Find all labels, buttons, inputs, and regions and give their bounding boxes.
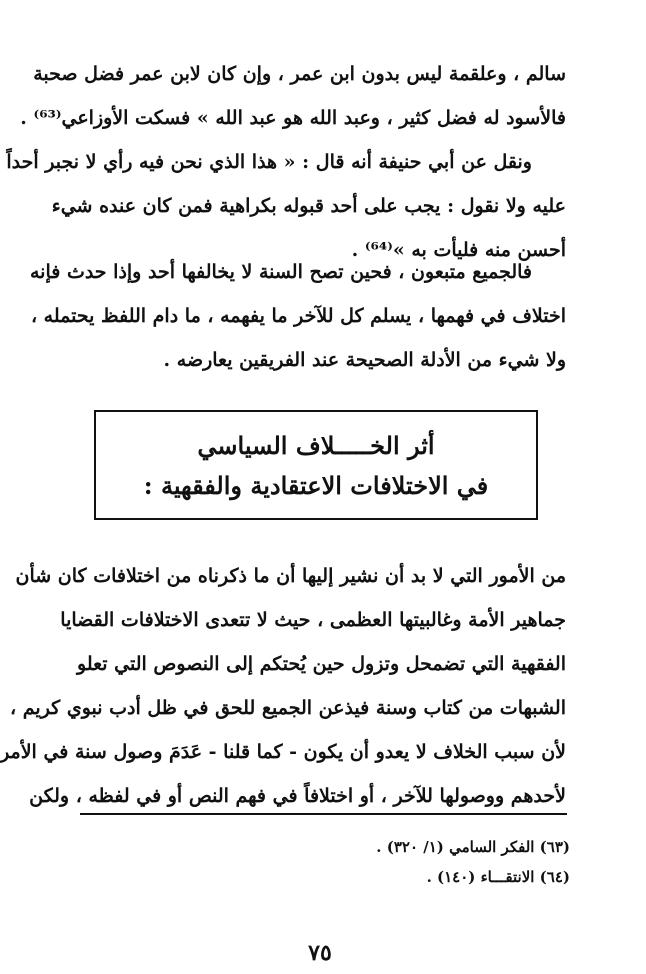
paragraph-4 bbox=[0, 554, 566, 818]
text-line: من الأمور التي لا بد أن نشير إليها أن ما ذكرناه من اختلافات كان شأن bbox=[15, 565, 566, 587]
text-line: ولا شيء من الأدلة الصحيحة عند الفريقين يعارضه . bbox=[163, 349, 566, 371]
text-line: سالم ، وعلقمة ليس بدون ابن عمر ، وإن كان لابن عمر فضل صحبة bbox=[33, 63, 566, 85]
text-line: جماهير الأمة وغالبيتها العظمى ، حيث لا تتعدى الاختلافات القضايا bbox=[60, 609, 566, 631]
section-heading-line-1: أثر الخـــــلاف السياسي bbox=[197, 431, 435, 460]
footnote-64: (٦٤) الانتقـــاء (١٤٠) . bbox=[426, 868, 570, 886]
text-line: ونقل عن أبي حنيفة أنه قال : « هذا الذي نحن فيه رأي لا نجبر أحداً bbox=[6, 151, 532, 173]
text-line: فالأسود له فضل كثير ، وعبد الله هو عبد الله » فسكت الأوزاعي⁽⁶³⁾ . bbox=[20, 107, 566, 129]
text-line: اختلاف في فهمها ، يسلم كل للآخر ما يفهمه ، ما دام اللفظ يحتمله ، bbox=[30, 305, 566, 327]
text-line: الشبهات من كتاب وسنة فيذعن الجميع للحق في ظل أدب نبوي كريم ، bbox=[10, 697, 566, 719]
section-heading-box bbox=[94, 410, 538, 520]
text-line: فالجميع متبعون ، فحين تصح السنة لا يخالفها أحد وإذا حدث فإنه bbox=[29, 261, 532, 283]
footnote-divider bbox=[80, 813, 567, 815]
section-heading-line-2: في الاختلافات الاعتقادية والفقهية : bbox=[143, 471, 489, 500]
text-line: الفقهية التي تضمحل وتزول حين يُحتكم إلى النصوص التي تعلو bbox=[77, 653, 566, 675]
text-line: عليه ولا نقول : يجب على أحد قبوله بكراهية فمن كان عنده شيء bbox=[51, 195, 566, 217]
text-line: أحسن منه فليأت به »⁽⁶⁴⁾ . bbox=[351, 239, 566, 261]
footnote-63: (٦٣) الفكر السامي (١/ ٣٢٠) . bbox=[376, 838, 570, 856]
footnotes bbox=[250, 832, 570, 892]
paragraph-3 bbox=[29, 250, 566, 382]
text-line: لأن سبب الخلاف لا يعدو أن يكون - كما قلنا - عَدَمَ وصول سنة في الأمر bbox=[0, 741, 566, 763]
page-number: ٧٥ bbox=[308, 940, 332, 966]
paragraph-1 bbox=[20, 52, 566, 140]
text-line: لأحدهم ووصولها للآخر ، أو اختلافاً في فهم النص أو في لفظه ، ولكن bbox=[29, 785, 566, 807]
